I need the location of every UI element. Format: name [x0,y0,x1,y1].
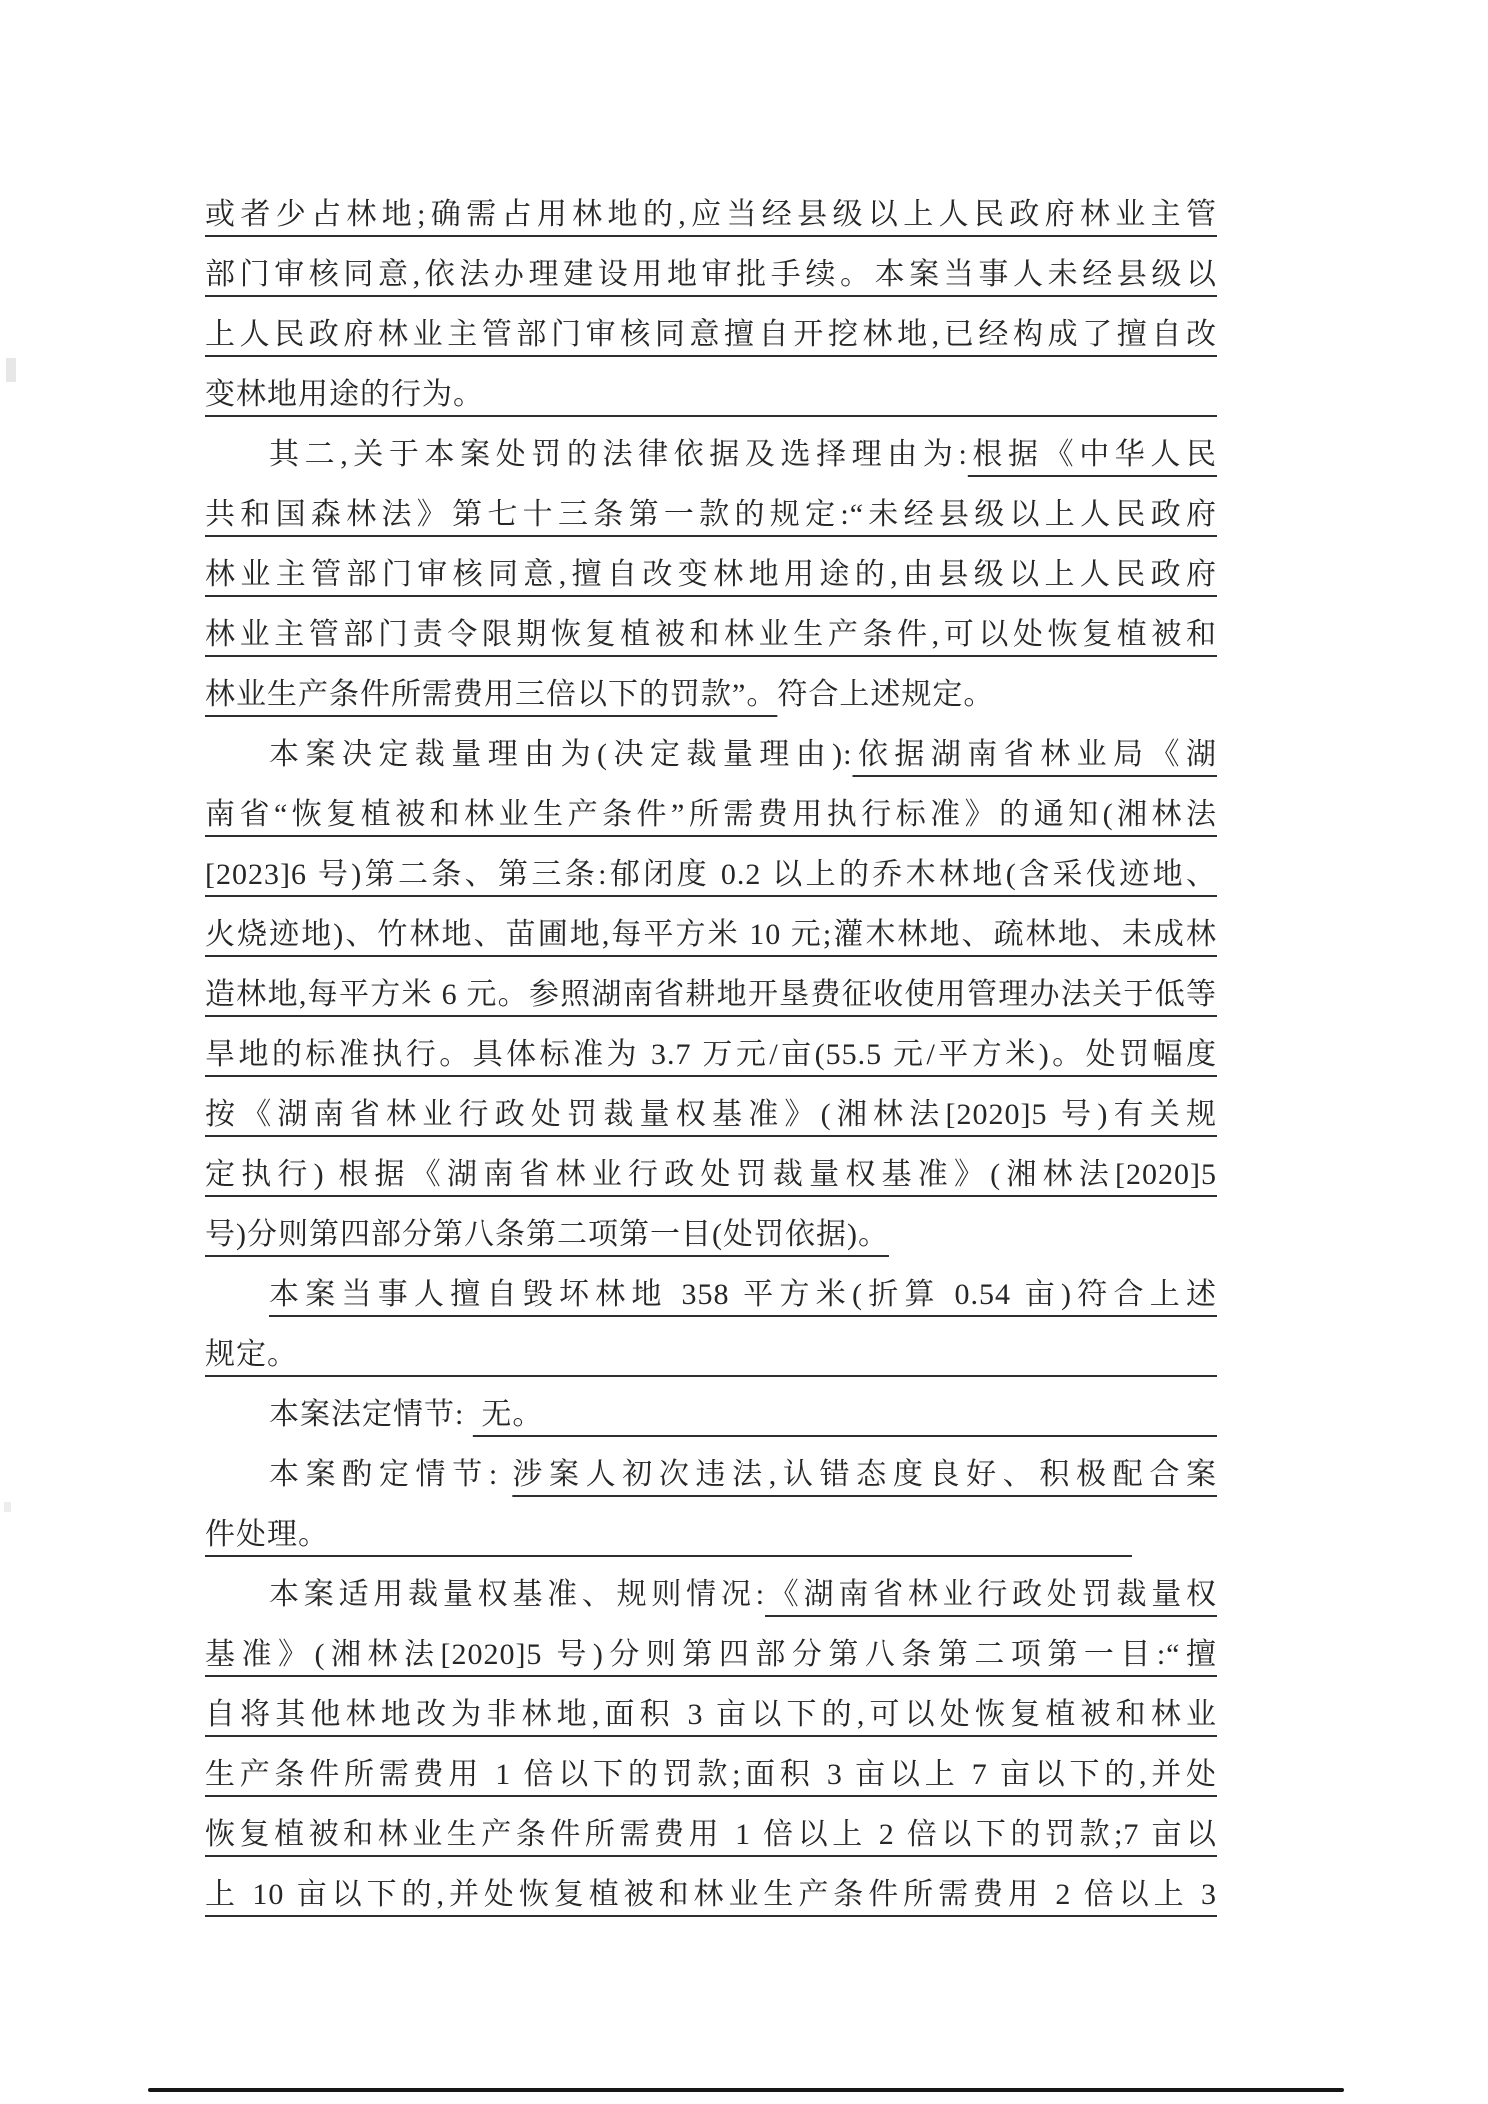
document-line [205,1145,1217,1205]
document-line [205,1805,1217,1865]
document-line [205,305,1217,365]
underlined-text-segment: 共和国森林法》第七十三条第一款的规定:“未经县级以上人民政府 [205,498,1217,531]
underlined-text-segment: 按《湖南省林业行政处罚裁量权基准》(湘林法[2020]5 号)有关规 [205,1098,1217,1131]
line-end-gap [1132,1505,1217,1515]
document-line [205,545,1217,605]
document-line [205,1685,1217,1745]
paragraph-indent [205,1385,269,1445]
text-segment: 其二,关于本案处罚的法律依据及选择理由为: [269,438,968,471]
blank-underline [329,1505,1132,1557]
scan-edge-artifact [148,2088,1344,2092]
document-line [205,965,1217,1025]
document-line [205,1025,1217,1085]
underlined-text-segment: 或者少占林地;确需占用林地的,应当经县级以上人民政府林业主管 [205,198,1217,231]
underlined-text-segment: 《湖南省林业行政处罚裁量权 [765,1578,1217,1611]
underlined-text-segment: 号)分则第四部分第八条第二项第一目(处罚依据)。 [205,1218,889,1251]
underlined-text-segment: 上人民政府林业主管部门审核同意擅自开挖林地,已经构成了擅自改 [205,318,1217,351]
scan-speck [6,358,16,382]
underlined-text-segment: 定执行) 根据《湖南省林业行政处罚裁量权基准》(湘林法[2020]5 [205,1158,1217,1191]
text-segment: 本案决定裁量理由为(决定裁量理由): [269,738,853,771]
document-body [205,185,1217,1925]
text-segment: 本案法定情节: [269,1398,473,1431]
underlined-text-segment: 变林地用途的行为。 [205,378,484,411]
underlined-text-segment: 规定。 [205,1338,298,1371]
underlined-text-segment: 部门审核同意,依法办理建设用地审批手续。本案当事人未经县级以 [205,258,1217,291]
document-line [205,1205,1217,1265]
underlined-text-segment: 林业主管部门审核同意,擅自改变林地用途的,由县级以上人民政府 [205,558,1217,591]
document-line [205,1085,1217,1145]
scan-speck [4,1502,11,1512]
underlined-text-segment: 无。 [472,1398,544,1431]
underlined-text-segment: 根据《中华人民 [967,438,1218,471]
underlined-text-segment: 本案当事人擅自毁坏林地 358 平方米(折算 0.54 亩)符合上述 [269,1278,1217,1311]
underlined-text-segment: 涉案人初次违法,认错态度良好、积极配合案 [512,1458,1217,1491]
document-line [205,665,1217,725]
underlined-text-segment: 恢复植被和林业生产条件所需费用 1 倍以上 2 倍以下的罚款;7 亩以 [205,1818,1217,1851]
document-line [205,245,1217,305]
underlined-text-segment: 基准》(湘林法[2020]5 号)分则第四部分第八条第二项第一目:“擅 [205,1638,1217,1671]
underlined-text-segment: 自将其他林地改为非林地,面积 3 亩以下的,可以处恢复植被和林业 [205,1698,1217,1731]
document-line [205,365,1217,425]
document-line [205,1865,1217,1925]
document-line [205,1385,1217,1445]
document-line [205,1505,1217,1565]
document-line [205,1745,1217,1805]
document-line [205,425,1217,485]
underlined-text-segment: 造林地,每平方米 6 元。参照湖南省耕地开垦费征收使用管理办法关于低等 [205,978,1217,1011]
document-line [205,1565,1217,1625]
text-segment: 符合上述规定。 [777,678,995,711]
blank-underline [298,1325,1217,1377]
underlined-text-segment: 南省“恢复植被和林业生产条件”所需费用执行标准》的通知(湘林法 [205,798,1217,831]
text-segment: 本案适用裁量权基准、规则情况: [269,1578,766,1611]
underlined-text-segment: 林业主管部门责令限期恢复植被和林业生产条件,可以处恢复植被和 [205,618,1217,651]
document-line [205,485,1217,545]
document-line [205,845,1217,905]
blank-underline [543,1385,1217,1437]
document-line [205,605,1217,665]
document-line [205,1265,1217,1325]
underlined-text-segment: 上 10 亩以下的,并处恢复植被和林业生产条件所需费用 2 倍以上 3 [205,1878,1217,1911]
underlined-text-segment: [2023]6 号)第二条、第三条:郁闭度 0.2 以上的乔木林地(含采伐迹地、 [205,858,1217,891]
document-line [205,1325,1217,1385]
document-line [205,905,1217,965]
document-line [205,785,1217,845]
underlined-text-segment: 林业生产条件所需费用三倍以下的罚款”。 [205,678,778,711]
underlined-text-segment: 生产条件所需费用 1 倍以下的罚款;面积 3 亩以上 7 亩以下的,并处 [205,1758,1217,1791]
underlined-text-segment: 依据湖南省林业局《湖 [852,738,1217,771]
blank-underline [484,365,1217,417]
document-line [205,725,1217,785]
document-line [205,1445,1217,1505]
document-line [205,1625,1217,1685]
underlined-text-segment: 旱地的标准执行。具体标准为 3.7 万元/亩(55.5 元/平方米)。处罚幅度 [205,1038,1217,1071]
underlined-text-segment: 火烧迹地)、竹林地、苗圃地,每平方米 10 元;灌木林地、疏林地、未成林 [205,918,1217,951]
text-segment: 本案酌定情节: [269,1458,513,1491]
underlined-text-segment: 件处理。 [205,1518,329,1551]
document-line [205,185,1217,245]
